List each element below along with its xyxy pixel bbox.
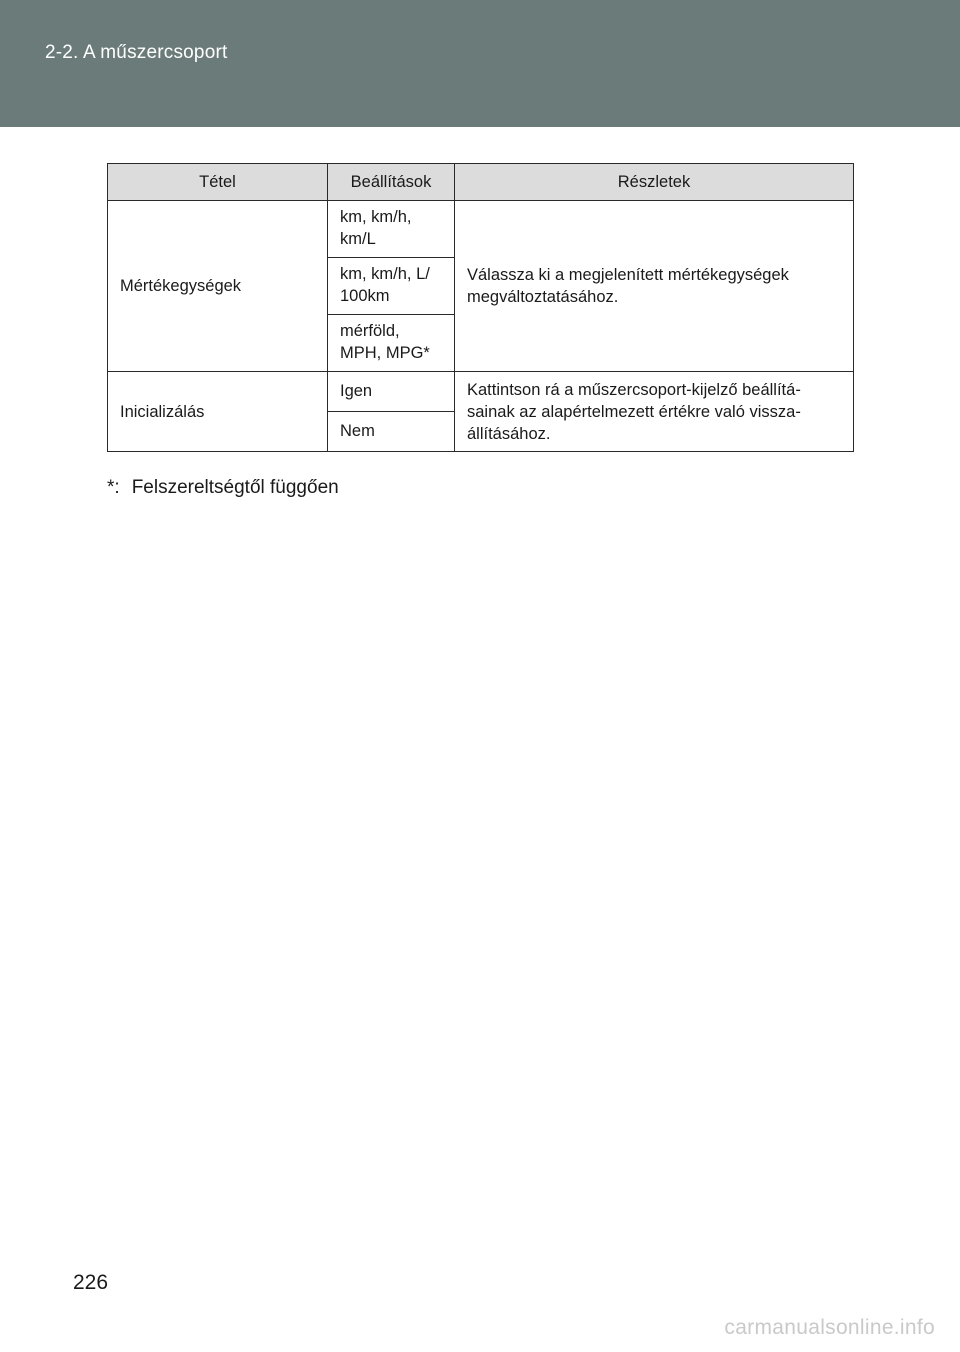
footnote-text: Felszereltségtől függően bbox=[131, 477, 339, 498]
details-cell: Kattintson rá a műszercsoport-kijelző beállítá- sainak az alapértelmezett értékre való vissza- állításához. bbox=[455, 372, 854, 452]
setting-cell: Igen bbox=[328, 372, 455, 412]
setting-cell: Nem bbox=[328, 412, 455, 452]
details-cell: Válassza ki a megjelenített mértékegységek megváltoztatásához. bbox=[455, 201, 854, 372]
footnote-mark: *: bbox=[107, 477, 120, 498]
page-header bbox=[0, 0, 960, 127]
item-cell: Mértékegységek bbox=[108, 201, 328, 372]
table-header-row bbox=[108, 164, 854, 201]
setting-cell: km, km/h, km/L bbox=[328, 201, 455, 258]
setting-cell: km, km/h, L/ 100km bbox=[328, 258, 455, 315]
setting-cell: mérföld, MPH, MPG* bbox=[328, 315, 455, 372]
watermark: carmanualsonline.info bbox=[724, 1316, 935, 1339]
column-header-item: Tétel bbox=[108, 164, 328, 201]
footnote bbox=[107, 477, 339, 499]
item-cell: Inicializálás bbox=[108, 372, 328, 452]
table-row bbox=[108, 201, 854, 258]
settings-table bbox=[107, 163, 854, 452]
section-title: 2-2. A műszercsoport bbox=[45, 42, 228, 63]
column-header-settings: Beállítások bbox=[328, 164, 455, 201]
column-header-details: Részletek bbox=[455, 164, 854, 201]
table-row bbox=[108, 372, 854, 412]
page-number: 226 bbox=[73, 1271, 109, 1294]
